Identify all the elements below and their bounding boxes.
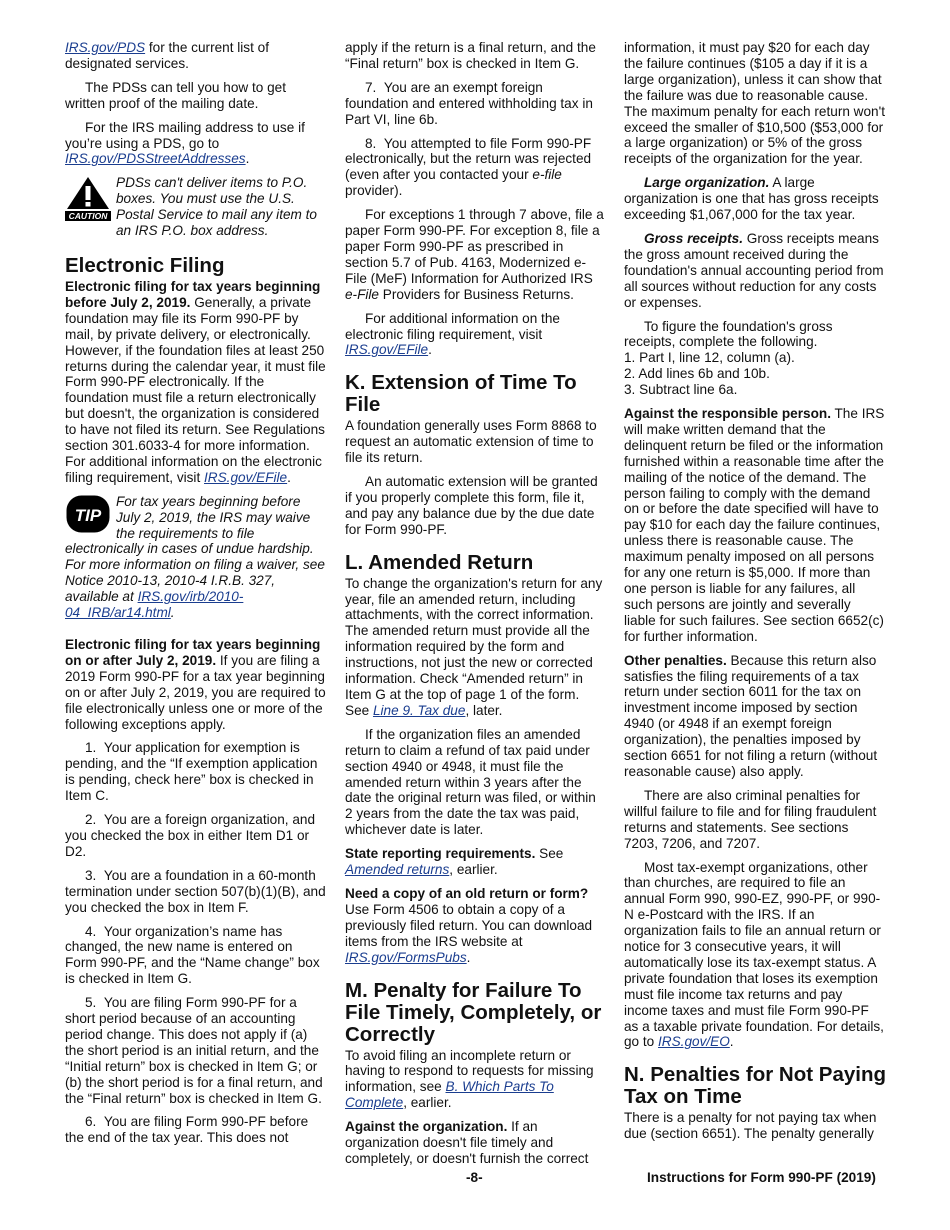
exception-2: 2. You are a foreign organization, and you checked the box in either Item D1 or D2.	[65, 812, 316, 859]
amended-return-heading: L. Amended Return	[345, 550, 534, 574]
extension-paragraph-2: An automatic extension will be granted if you properly complete this form, file it, and pay any balance due by the due date for Form 990-PF.	[345, 474, 598, 537]
tip-icon	[65, 494, 111, 538]
exception-8: 8. You attempted to file Form 990-PF electronically, but the return was rejected (even after you contacted your e-file provider).	[345, 135, 592, 199]
penalty-failure-heading: M. Penalty for Failure To File Timely, Completely, or Correctly	[345, 978, 602, 1046]
irb-notice-link[interactable]: IRS.gov/irb/2010-04_IRB/ar14.html	[65, 589, 244, 621]
line-9-tax-due-link[interactable]: Line 9. Tax due	[372, 702, 466, 718]
extension-paragraph-1: A foundation generally uses Form 8868 to request an automatic extension of time to file its return.	[345, 418, 597, 466]
caution-label: CAUTION	[68, 211, 108, 222]
gross-receipts-paragraph: Gross receipts. Gross receipts means the gross amount received during the foundation's annual accounting period from all sources without reduction for any costs or expenses.	[624, 230, 884, 310]
irs-pds-link[interactable]: IRS.gov/PDS	[65, 40, 146, 55]
against-organization-continued: information, it must pay $20 for each day the failure continues ($105 a day if it is a large organization), unless it can show that the failure was due to reasonable cause. The maximum penalty for each return won't exceed the smaller of $10,500 ($53,000 for a large organization) or 5% of the gross receipts of the organization for the year.	[624, 40, 885, 167]
penalty-failure-paragraph: To avoid filing an incomplete return or having to respond to requests for missing information, see B. Which Parts To Complete, earlier.	[345, 1047, 594, 1111]
against-organization-paragraph: Against the organization. If an organization doesn't file timely and completely, or doesn't furnish the correct	[345, 1119, 589, 1166]
exception-7: 7. You are an exempt foreign foundation and entered withholding tax in Part VI, line 6b.	[345, 79, 593, 127]
irs-eo-link[interactable]: IRS.gov/EO	[658, 1034, 730, 1050]
pds-proof-paragraph: The PDSs can tell you how to get written proof of the mailing date.	[65, 79, 286, 111]
ef-before-paragraph: Electronic filing for tax years beginning before July 2, 2019. Generally, a private foundation may file its Form 990-PF by mail, by private delivery, or electronically. However, if the foundation files at least 250 returns during the calendar year, it must file Form 990-PF electronically. If the foundation must file a return electronically but doesn't, the organization is considered to have not filed its return. See Regulations section 301.6033-4 for more information. For additional information on the electronic filing requirement, visit IRS.gov/EFile.	[65, 278, 326, 485]
tip-label: TIP	[74, 505, 102, 525]
amended-paragraph-1: To change the organization's return for any year, file an amended return, including attachments, with the correct information. The amended return must provide all the information required by the form and instructions, not just the new or corrected information. Check “Amended return” in Item G at the top of page 1 of the form. See Line 9. Tax due, later.	[345, 575, 603, 718]
other-penalties-paragraph: Other penalties. Because this return also satisfies the filing requirements of a tax return under section 6011 for the tax on investment income imposed by section 4940 (or 4948 if an exempt foreign organization), the penalties imposed by section 6651 for not filing a return (without reasonable cause) also apply.	[624, 652, 878, 779]
caution-text: PDSs can't deliver items to P.O. boxes. You must use the U.S. Postal Service to mail any item to an IRS P.O. box address.	[116, 175, 317, 239]
pds-list-paragraph: IRS.gov/PDS for the current list of designated services.	[65, 40, 269, 71]
amended-paragraph-2: If the organization files an amended return to claim a refund of tax paid under section 4940 or 4948, it must file the amended return within 3 years after the date the original return was filed, or within 2 years from the date the tax was paid, whichever date is later.	[345, 726, 596, 838]
tip-note: TIP For tax years beginning before July 2, 2019, the IRS may waive the requirements to file electronically in cases of undue hardship. For more information on filing a waiver, see Notice 2010-13, 2010-4 I.R.B. 327, available at IRS.gov/irb/2010-04_IRB/ar14.html.	[65, 493, 325, 621]
caution-note	[65, 175, 327, 239]
pds-street-addresses-link[interactable]: IRS.gov/PDSStreetAddresses	[65, 151, 246, 167]
exception-3: 3. You are a foundation in a 60-month termination under section 507(b)(1)(B), and you checked the box in Item F.	[65, 867, 326, 915]
column-1	[65, 40, 327, 1146]
figure-step: 1. Part I, line 12, column (a).	[624, 350, 795, 366]
figure-step: 2. Add lines 6b and 10b.	[624, 366, 770, 382]
state-reporting-paragraph: State reporting requirements. See Amended returns, earlier.	[345, 846, 564, 878]
additional-info-paragraph: For additional information on the electronic filing requirement, visit IRS.gov/EFile.	[345, 310, 560, 358]
figure-step: 3. Subtract line 6a.	[624, 382, 738, 398]
extension-heading: K. Extension of Time To File	[345, 371, 577, 417]
irs-efile-link[interactable]: IRS.gov/EFile	[204, 469, 288, 485]
exception-6-continued: apply if the return is a final return, and the “Final return” box is checked in Item G.	[345, 40, 596, 71]
electronic-filing-heading: Electronic Filing	[65, 253, 225, 277]
exception-5: 5. You are filing Form 990-PF for a short period because of an accounting period change. This does not apply if (a) the short period is an initial return, and the “Initial return” box is checked in Item G; or (b) the short period is for a final return, and the “Final return” box is checked in Item G.	[65, 995, 323, 1106]
large-organization-paragraph: Large organization. A large organization is one that has gross receipts exceeding $1,067,000 for the tax year.	[624, 175, 879, 223]
which-parts-link[interactable]: B. Which Parts To Complete	[345, 1079, 554, 1111]
paper-filing-paragraph: For exceptions 1 through 7 above, file a paper Form 990-PF. For exception 8, file a paper Form 990-PF as prescribed in section 5.7 of Pub. 4163, Modernized e-File (MeF) Information for Authorized IRS e-File Providers for Business Returns.	[345, 207, 604, 302]
responsible-person-paragraph: Against the responsible person. The IRS will make written demand that the delinquent return be filed or the information furnished within a reasonable time after the mailing of the notice of the demand. The person failing to comply with the demand on or before the date specified will have to pay $10 for each day the failure continues, unless there is reasonable cause. The maximum penalty imposed on all persons for any one return is $5,000. If more than one person is liable for any failures, all such persons are jointly and severally liable for such failures. See section 6652(c) for further information.	[624, 406, 885, 644]
exception-4: 4. Your organization’s name has changed, the new name is entered on Form 990-PF, and the “Name change” box is checked in Item G.	[65, 923, 320, 987]
document-title: Instructions for Form 990-PF (2019)	[647, 1170, 876, 1185]
column-2	[345, 40, 607, 1167]
penalties-not-paying-heading: N. Penalties for Not Paying Tax on Time	[624, 1063, 886, 1109]
tax-exempt-status-paragraph: Most tax-exempt organizations, other than churches, are required to file an annual Form 990, 990-EZ, 990-PF, or 990-N e-Postcard with the IRS. If an organization fails to file an annual return or notice for 3 consecutive years, it will automatically lose its tax-exempt status. A private foundation that loses its exemption must file income tax returns and pay income taxes and must file Form 990-PF as a taxable private foundation. For details, go to IRS.gov/EO.	[624, 859, 884, 1050]
exception-6: 6. You are filing Form 990-PF before the end of the tax year. This does not	[65, 1114, 309, 1146]
exception-1: 1. Your application for exemption is pending, and the “If exemption application is pending, check here” box is checked in Item C.	[65, 740, 318, 804]
figure-gross-receipts-intro: To figure the foundation's gross receipts, complete the following.	[624, 318, 833, 350]
column-3	[624, 40, 886, 1142]
forms-pubs-link[interactable]: IRS.gov/FormsPubs	[345, 949, 467, 965]
penalties-not-paying-paragraph: There is a penalty for not paying tax when due (section 6651). The penalty generally	[624, 1110, 877, 1142]
amended-returns-link[interactable]: Amended returns	[345, 862, 450, 878]
tip-text: For tax years beginning before July 2, 2019, the IRS may waive the requirements to file electronically in cases of undue hardship. For more information on filing a waiver, see Notice 2010-13, 2010-4 I.R.B. 327, available at	[65, 493, 325, 605]
old-return-copy-paragraph: Need a copy of an old return or form? Use Form 4506 to obtain a copy of a previously filed return. You can download items from the IRS website at IRS.gov/FormsPubs.	[345, 885, 593, 965]
irs-efile-link-2[interactable]: IRS.gov/EFile	[345, 342, 429, 358]
criminal-penalties-paragraph: There are also criminal penalties for willful failure to file and for filing fraudulent returns and statements. See sections 7203, 7206, and 7207.	[624, 787, 877, 851]
caution-icon	[65, 175, 111, 225]
page-number: -8-	[466, 1170, 483, 1185]
pds-address-paragraph: For the IRS mailing address to use if you’re using a PDS, go to IRS.gov/PDSStreetAddresses.	[65, 119, 305, 167]
ef-after-paragraph: Electronic filing for tax years beginning on or after July 2, 2019. If you are filing a 2019 Form 990-PF for a tax year beginning on or after July 2, 2019, you are required to file electronically unless one or more of the following exceptions apply.	[65, 637, 326, 732]
figure-steps-list	[624, 350, 886, 398]
